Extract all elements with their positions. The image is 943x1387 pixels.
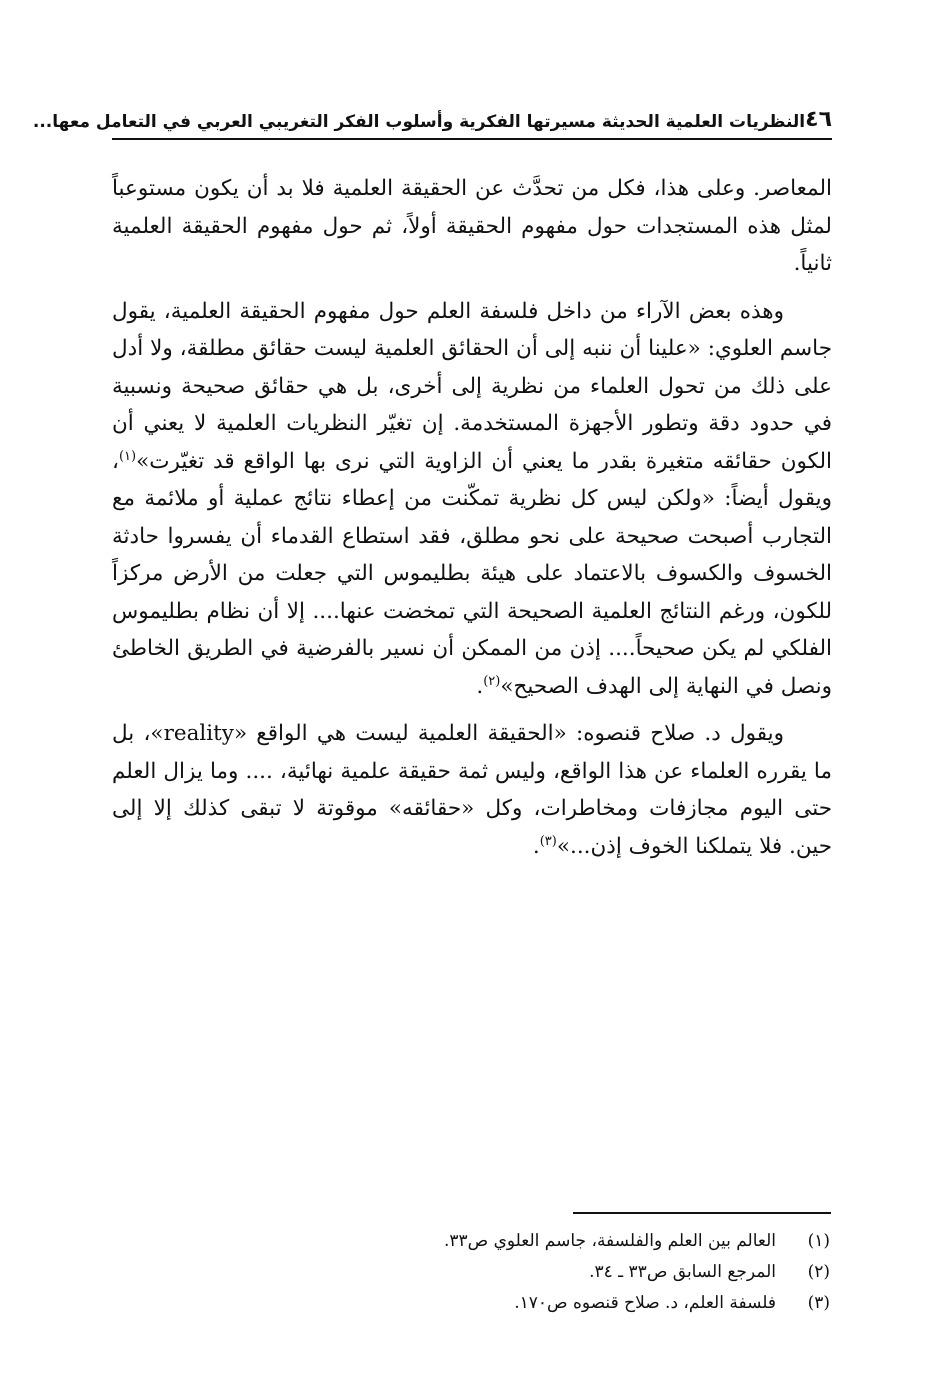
footnote-text: المرجع السابق ص٣٣ ـ ٣٤. bbox=[589, 1262, 776, 1282]
footnote-item bbox=[112, 1257, 832, 1288]
paragraph-2-text-b: ، ويقول أيضاً: «ولكن ليس كل نظرية تمكّنت من إعطاء نتائج عملية أو ملائمة مع التجارب أصبحت صحيحة على نحو مطلق، فقد استطاع القدماء أن يفسروا حادثة الخسوف والكسوف بالاعتماد على هيئة بطليموس التي جعلت من الأرض مركزاً للكون، ورغم النتائج العلمية الصحيحة التي تمخضت عنها.... إلا أن نظام بطليموس الفلكي لم يكن صحيحاً.... إذن من الممكن أن نسير بالفرضية في الطريق الخاطئ ونصل في النهاية إلى الهدف الصحيح» bbox=[112, 448, 832, 699]
paragraph-3-text-end: . bbox=[532, 833, 540, 859]
footnote-divider bbox=[573, 1212, 831, 1214]
running-title: النظريات العلمية الحديثة مسيرتها الفكرية وأسلوب الفكر التغريبي العربي في التعامل معها... bbox=[32, 112, 806, 132]
footnote-text: فلسفة العلم، د. صلاح قنصوه ص١٧٠. bbox=[514, 1293, 776, 1313]
paragraph-3-text: ويقول د. صلاح قنصوه: «الحقيقة العلمية ليست هي الواقع «reality»، بل ما يقرره العلماء عن هذا الواقع، وليس ثمة حقيقة علمية نهائية، .... وما يزال العلم حتى اليوم مجازفات ومخاطرات، وكل «حقائقه» موقوتة لا تبقى كذلك إلا إلى حين. فلا يتملكنا الخوف إذن...» bbox=[112, 721, 832, 859]
paragraph-3 bbox=[112, 715, 832, 865]
paragraph-1 bbox=[112, 170, 832, 283]
paragraph-2-text-c: . bbox=[476, 673, 484, 699]
paragraph-2-text-a: وهذه بعض الآراء من داخل فلسفة العلم حول مفهوم الحقيقة العلمية، يقول جاسم العلوي: «علينا أن ننبه إلى أن الحقائق العلمية ليست حقائق مطلقة، ولا أدل على ذلك من تحول العلماء من نظرية إلى أخرى، بل هي حقائق صحيحة ونسبية في حدود دقة وتطور الأجهزة المستخدمة. إن تغيّر النظريات العلمية لا يعني أن الكون حقائقه متغيرة بقدر ما يعني أن الزاوية التي نرى بها الواقع قد تغيّرت» bbox=[112, 298, 832, 474]
footnote-mark: (٢) bbox=[807, 1262, 830, 1282]
page-number: ٤٦ bbox=[805, 107, 832, 132]
paragraph-2 bbox=[112, 293, 832, 706]
footnote-item bbox=[112, 1226, 832, 1257]
footnote-ref-3[interactable]: (٣) bbox=[539, 833, 557, 849]
footnote-mark: (١) bbox=[807, 1231, 830, 1251]
footnote-ref-1[interactable]: (١) bbox=[118, 448, 137, 464]
page-header bbox=[32, 100, 832, 140]
footnote-ref-2[interactable]: (٢) bbox=[483, 673, 501, 689]
footnote-item bbox=[112, 1288, 832, 1319]
footnote-text: العالم بين العلم والفلسفة، جاسم العلوي ص٣٣. bbox=[443, 1231, 776, 1251]
main-text bbox=[112, 170, 832, 875]
footnote-mark: (٣) bbox=[807, 1293, 830, 1313]
paragraph-1-text: المعاصر. وعلى هذا، فكل من تحدَّث عن الحقيقة العلمية فلا بد أن يكون مستوعباً لمثل هذه المستجدات حول مفهوم الحقيقة أولاً، ثم حول مفهوم الحقيقة العلمية ثانياً. bbox=[112, 176, 832, 276]
footnotes bbox=[112, 1226, 832, 1319]
